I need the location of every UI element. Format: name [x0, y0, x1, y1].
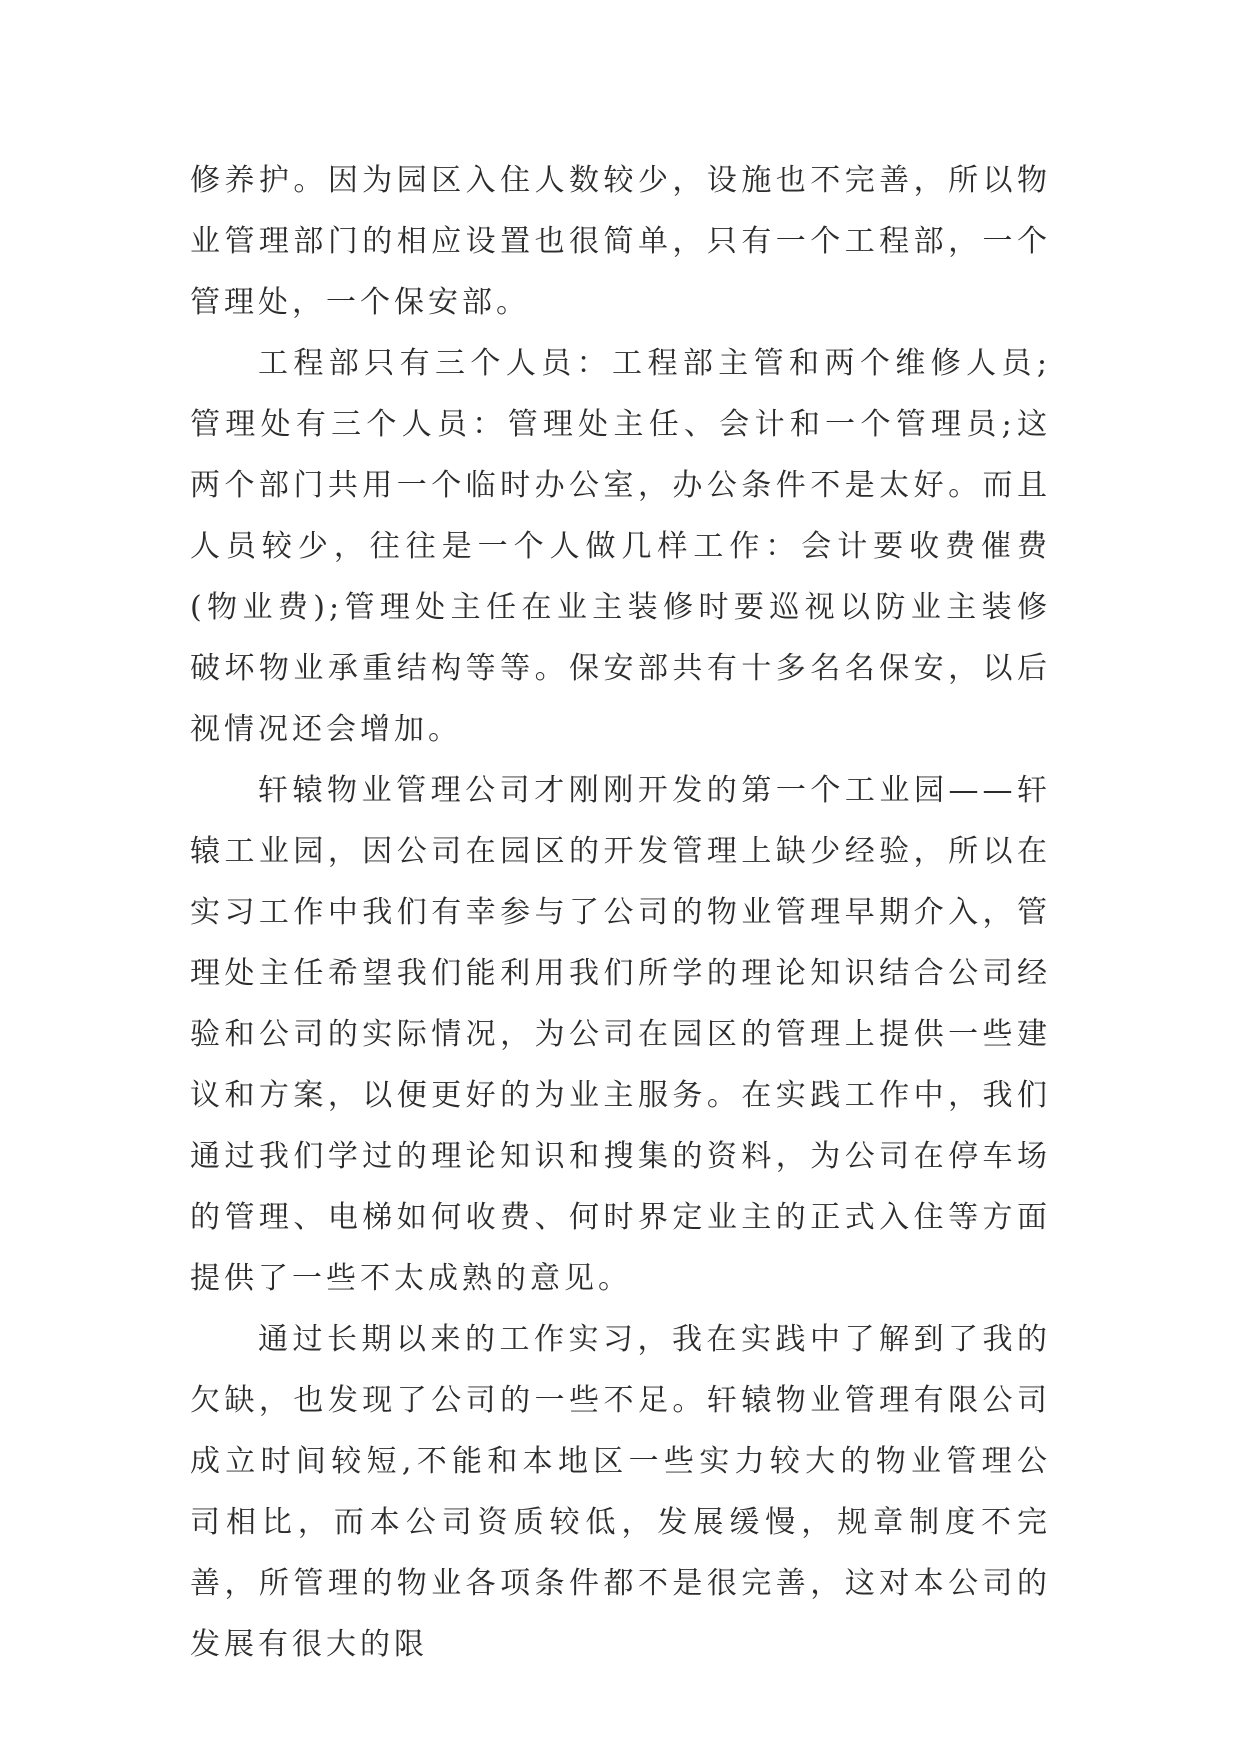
paragraph-departments: 工程部只有三个人员：工程部主管和两个维修人员;管理处有三个人员：管理处主任、会计和一个管理员;这两个部门共用一个临时办公室，办公条件不是太好。而且人员较少，往往是一个人做几样工作：会计要收费催费(物业费);管理处主任在业主装修时要巡视以防业主装修破坏物业承重结构等等。保安部共有十多名名保安，以后视情况还会增加。 [190, 346, 1051, 747]
document-body [190, 150, 1051, 1675]
paragraph-industrial-park: 轩辕物业管理公司才刚刚开发的第一个工业园——轩辕工业园，因公司在园区的开发管理上缺少经验，所以在实习工作中我们有幸参与了公司的物业管理早期介入，管理处主任希望我们能利用我们所学的理论知识结合公司经验和公司的实际情况，为公司在园区的管理上提供一些建议和方案，以便更好的为业主服务。在实践工作中，我们通过我们学过的理论知识和搜集的资料，为公司在停车场的管理、电梯如何收费、何时界定业主的正式入住等方面提供了一些不太成熟的意见。 [190, 773, 1051, 1296]
paragraph-continuation: 修养护。因为园区入住人数较少，设施也不完善，所以物业管理部门的相应设置也很简单，只有一个工程部，一个管理处，一个保安部。 [190, 163, 1051, 320]
paragraph-reflection: 通过长期以来的工作实习，我在实践中了解到了我的欠缺，也发现了公司的一些不足。轩辕物业管理有限公司成立时间较短,不能和本地区一些实力较大的物业管理公司相比，而本公司资质较低，发展缓慢，规章制度不完善，所管理的物业各项条件都不是很完善，这对本公司的发展有很大的限 [190, 1322, 1051, 1662]
